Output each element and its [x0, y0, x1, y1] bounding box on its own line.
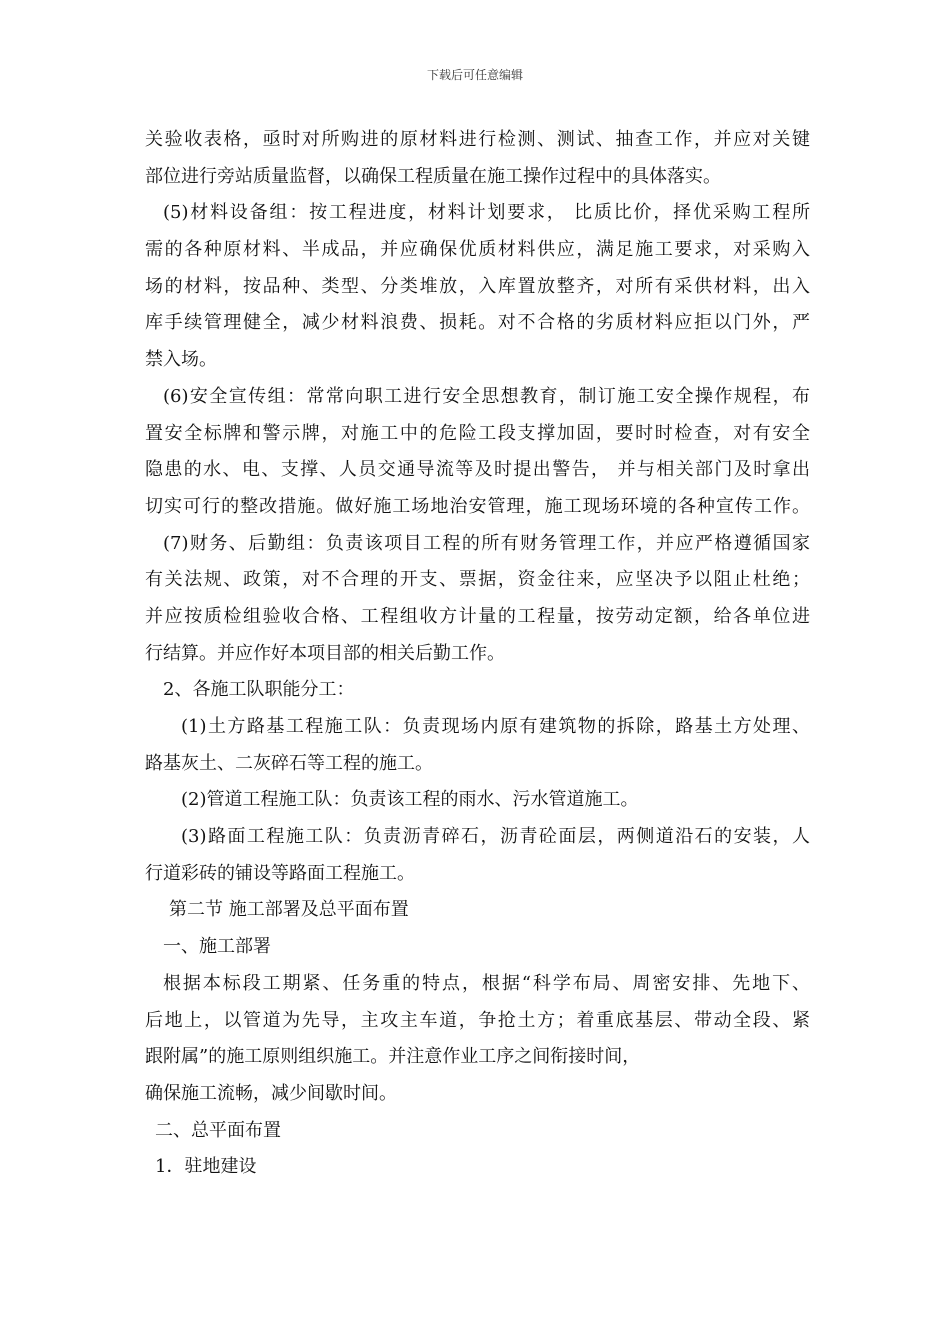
text-line: 跟附属”的施工原则组织施工。并注意作业工序之间衔接时间， [145, 1046, 641, 1068]
text-line: (1)土方路基工程施工队：负责现场内原有建筑物的拆除，路基土方处理、 [181, 716, 810, 737]
text-line: (6)安全宣传组：常常向职工进行安全思想教育，制订施工安全操作规程，布 [163, 385, 810, 407]
text-line: 并应按质检组验收合格、工程组收方计量的工程量，按劳动定额，给各单位进 [145, 605, 810, 627]
text-line: 部位进行旁站质量监督，以确保工程质量在施工操作过程中的具体落实。 [145, 165, 721, 187]
text-line: 一、施工部署 [163, 936, 271, 958]
text-line: 关验收表格，亟时对所购进的原材料进行检测、测试、抽查工作，并应对关键 [145, 129, 810, 150]
text-line: 隐患的水、电、支撑、人员交通导流等及时提出警告， 并与相关部门及时拿出 [145, 459, 810, 481]
text-line: 置安全标牌和警示牌，对施工中的危险工段支撑加固，要时时检查，对有安全 [145, 422, 810, 444]
text-line: 1．驻地建设 [155, 1156, 257, 1178]
text-line: (7)财务、后勤组：负责该项目工程的所有财务管理工作，并应严格遵循国家 [163, 532, 810, 554]
text-line: 库手续管理健全，减少材料浪费、损耗。对不合格的劣质材料应拒以门外，严 [145, 312, 810, 334]
text-line: 第二节 施工部署及总平面布置 [169, 899, 409, 921]
text-line: 切实可行的整改措施。做好施工场地治安管理，施工现场环境的各种宣传工作。 [145, 495, 810, 517]
text-line: (2)管道工程施工队：负责该工程的雨水、污水管道施工。 [181, 789, 639, 811]
text-line: (5)材料设备组：按工程进度，材料计划要求， 比质比价，择优采购工程所 [163, 202, 810, 224]
text-line: (3)路面工程施工队：负责沥青碎石，沥青砼面层，两侧道沿石的安装，人 [181, 826, 810, 848]
text-line: 需的各种原材料、半成品，并应确保优质材料供应，满足施工要求，对采购入 [145, 239, 810, 261]
text-line: 确保施工流畅，减少间歇时间。 [145, 1082, 397, 1104]
document-body [145, 122, 810, 1186]
text-line: 场的材料，按品种、类型、分类堆放，入库置放整齐，对所有采供材料，出入 [145, 275, 810, 297]
text-line: 行结算。并应作好本项目部的相关后勤工作。 [145, 642, 505, 664]
text-line: 禁入场。 [145, 349, 217, 371]
text-line: 2、各施工队职能分工： [163, 679, 355, 701]
text-line: 二、总平面布置 [155, 1119, 281, 1141]
page-header: 下载后可任意编辑 [426, 68, 523, 82]
text-line: 行道彩砖的铺设等路面工程施工。 [145, 862, 415, 884]
text-line: 路基灰土、二灰碎石等工程的施工。 [145, 752, 433, 774]
text-line: 根据本标段工期紧、任务重的特点，根据“科学布局、周密安排、先地下、 [163, 972, 810, 994]
text-line: 后地上，以管道为先导，主攻主车道，争抢土方；着重底基层、带动全段、紧 [145, 1009, 810, 1031]
text-line: 有关法规、政策，对不合理的开支、票据，资金往来，应坚决予以阻止杜绝； [145, 569, 810, 591]
